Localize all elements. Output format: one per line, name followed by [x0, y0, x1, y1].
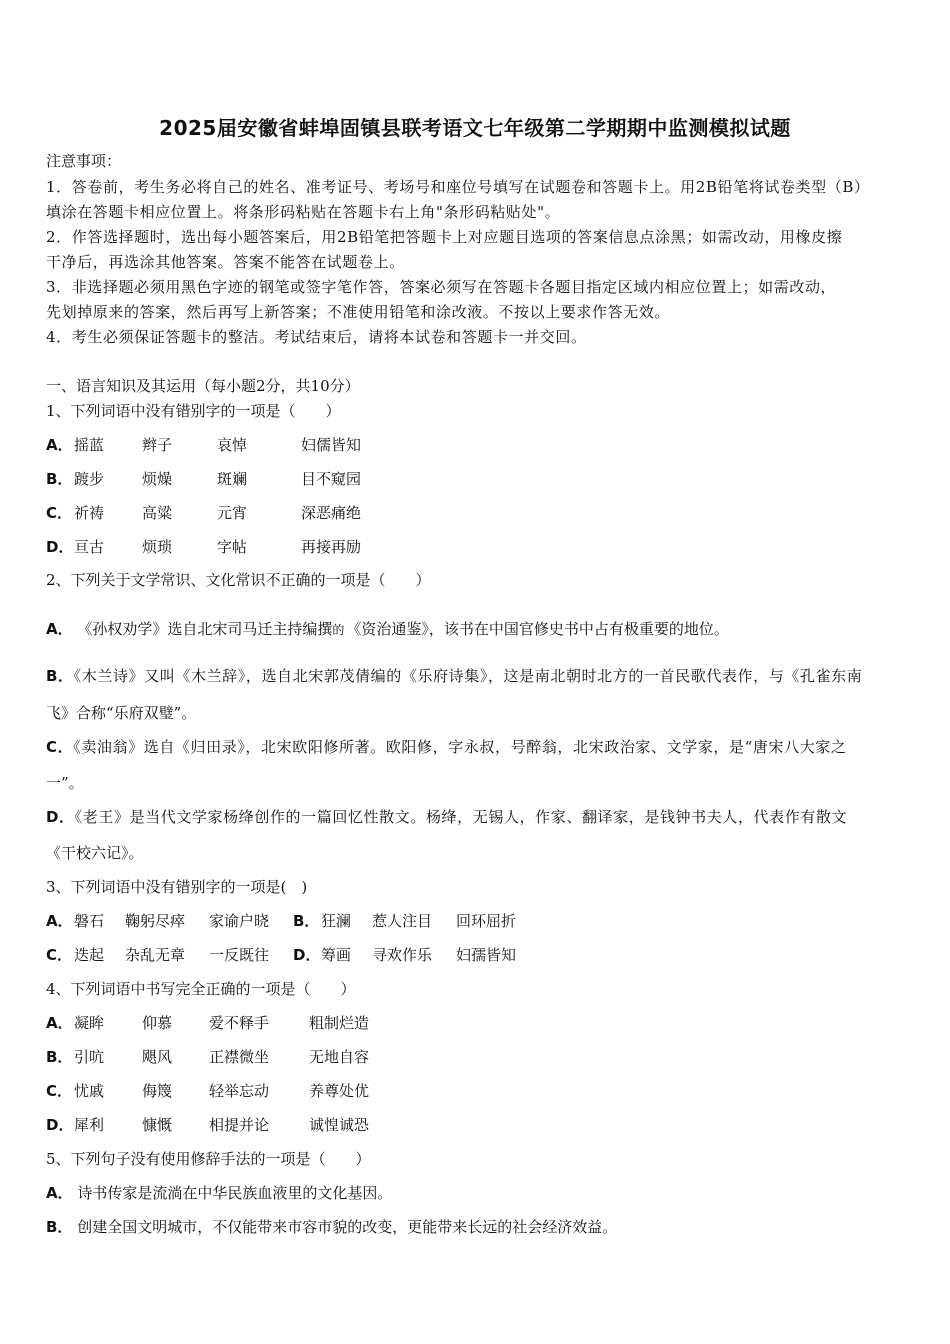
notice-line-5: 3．非选择题必须用黑色字迹的钢笔或签字笔作答，答案必须写在答题卡各题目指定区域内相应位置上；如需改动，	[46, 278, 837, 296]
option-word: 狂澜	[321, 912, 352, 930]
option-word: 踱步	[74, 470, 105, 488]
notice-line-2: 填涂在答题卡相应位置上。将条形码粘贴在答题卡右上角"条形码粘贴处"。	[46, 203, 561, 221]
option-text: 《木兰诗》又叫《木兰辞》，选自北宋郭茂倩编的《乐府诗集》，这是南北朝时北方的一首民歌代表作，与《孔雀东南	[73, 667, 863, 685]
question-5-option-b	[46, 1217, 617, 1237]
option-word: 筹画	[321, 946, 352, 964]
option-word: 摇蓝	[74, 436, 105, 454]
question-3-row-1	[46, 911, 516, 931]
question-2-option-a	[46, 619, 729, 639]
option-label: C．	[46, 504, 73, 522]
question-1-option-d	[46, 537, 361, 557]
option-text: 《资治通鉴》，该书在中国官修史书中占有极重要的地位。	[346, 620, 729, 638]
question-4-option-c	[46, 1081, 369, 1101]
question-2-option-c-cont: 一”。	[46, 774, 84, 792]
option-word: 高粱	[142, 504, 173, 522]
option-word: 深恶痛绝	[301, 504, 362, 522]
question-4-stem: 4、下列词语中书写完全正确的一项是（ ）	[46, 980, 356, 998]
question-1-option-b	[46, 469, 361, 489]
option-word: 磐石	[74, 912, 105, 930]
option-word: 家谕户晓	[209, 912, 270, 930]
option-word: 妇儒皆知	[301, 436, 362, 454]
option-word: 字帖	[217, 538, 248, 556]
option-label: D．	[46, 808, 75, 826]
option-word: 凝眸	[74, 1014, 105, 1032]
option-word: 惹人注目	[372, 912, 433, 930]
notice-line-4: 干净后，再选涂其他答案。答案不能答在试题卷上。	[46, 253, 405, 271]
option-label: A．	[46, 1184, 73, 1202]
option-label: A．	[46, 1014, 73, 1032]
option-text: 诗书传家是流淌在中华民族血液里的文化基因。	[77, 1184, 393, 1202]
option-word: 杂乱无章	[125, 946, 186, 964]
question-3-stem: 3、下列词语中没有错别字的一项是( )	[46, 878, 308, 896]
option-word: 诚惶诚恐	[309, 1116, 370, 1134]
question-1-option-c	[46, 503, 361, 523]
option-label: D．	[46, 1116, 74, 1134]
option-word: 忧戚	[74, 1082, 105, 1100]
option-word: 烦燥	[142, 470, 173, 488]
question-4-option-b	[46, 1047, 369, 1067]
option-label: B．	[46, 1048, 73, 1066]
option-label: D．	[293, 946, 321, 964]
question-1-option-a	[46, 435, 361, 455]
question-4-option-d	[46, 1115, 369, 1135]
option-word: 元宵	[217, 504, 248, 522]
option-word: 辫子	[142, 436, 173, 454]
option-text: 《老王》是当代文学家杨绛创作的一篇回忆性散文。杨绛，无锡人，作家、翻译家，是钱钟书夫人，代表作有散文	[74, 808, 848, 826]
option-word: 迭起	[74, 946, 105, 964]
option-label: A．	[46, 620, 73, 638]
option-word: 养尊处优	[309, 1082, 370, 1100]
option-word: 轻举忘动	[209, 1082, 270, 1100]
option-word: 目不窥园	[301, 470, 362, 488]
option-text: 《卖油翁》选自《归田录》，北宋欧阳修所著。欧阳修，字永叔，号醉翁，北宋政治家、文学家，是“唐宋八大家之	[73, 738, 847, 756]
option-word: 仰慕	[142, 1014, 173, 1032]
option-word: 侮篾	[142, 1082, 173, 1100]
option-word: 慷慨	[142, 1116, 173, 1134]
question-3-row-2	[46, 945, 516, 965]
option-word: 斑斓	[217, 470, 248, 488]
option-label: B．	[46, 667, 74, 685]
option-label: D．	[46, 538, 74, 556]
option-superscript: 的	[332, 623, 345, 637]
section-heading: 一、语言知识及其运用（每小题2分，共10分）	[46, 377, 360, 395]
option-text: 创建全国文明城市，不仅能带来市容市貌的改变，更能带来长远的社会经济效益。	[77, 1218, 618, 1236]
option-word: 哀悼	[217, 436, 248, 454]
option-text: 《孙权劝学》选自北宋司马迁主持编撰	[77, 620, 333, 638]
question-2-option-b-cont: 飞》合称“乐府双璧”。	[46, 704, 197, 722]
question-2-option-d-cont: 《干校六记》。	[46, 844, 144, 862]
option-word: 正襟微坐	[209, 1048, 270, 1066]
option-label: C．	[46, 946, 73, 964]
question-2-stem: 2、下列关于文学常识、文化常识不正确的一项是（ ）	[46, 571, 431, 589]
question-5-stem: 5、下列句子没有使用修辞手法的一项是（ ）	[46, 1150, 371, 1168]
option-word: 飓风	[142, 1048, 173, 1066]
option-word: 祈祷	[74, 504, 105, 522]
option-word: 相提并论	[209, 1116, 270, 1134]
notice-line-3: 2．作答选择题时，选出每小题答案后，用2B铅笔把答题卡上对应题目选项的答案信息点涂黑；如需改动，用橡皮擦	[46, 228, 843, 246]
notice-line-6: 先划掉原来的答案，然后再写上新答案；不准使用铅笔和涂改液。不按以上要求作答无效。	[46, 303, 671, 321]
option-label: A．	[46, 912, 73, 930]
notice-heading: 注意事项：	[46, 152, 122, 170]
option-label: A．	[46, 436, 73, 454]
option-word: 引吭	[74, 1048, 105, 1066]
question-1-stem: 1、下列词语中没有错别字的一项是（ ）	[46, 402, 341, 420]
question-4-option-a	[46, 1013, 369, 1033]
notice-line-7: 4．考生必须保证答题卡的整洁。考试结束后，请将本试卷和答题卡一并交回。	[46, 328, 587, 346]
option-word: 亘古	[74, 538, 105, 556]
option-word: 鞠躬尽瘁	[125, 912, 186, 930]
question-5-option-a	[46, 1183, 392, 1203]
option-word: 寻欢作乐	[372, 946, 433, 964]
notice-line-1: 1．答卷前，考生务必将自己的姓名、准考证号、考场号和座位号填写在试题卷和答题卡上。用2B铅笔将试卷类型（B）	[46, 178, 870, 196]
option-label: B．	[46, 1218, 73, 1236]
option-word: 粗制烂造	[309, 1014, 370, 1032]
option-label: C．	[46, 738, 74, 756]
question-2-option-c	[46, 737, 847, 757]
option-word: 回环屈折	[456, 912, 517, 930]
option-word: 再接再励	[301, 538, 362, 556]
option-label: B．	[293, 912, 320, 930]
option-word: 犀利	[74, 1116, 105, 1134]
option-word: 无地自容	[309, 1048, 370, 1066]
option-word: 一反既往	[209, 946, 270, 964]
option-word: 烦琐	[142, 538, 173, 556]
question-2-option-b	[46, 666, 862, 686]
option-word: 妇孺皆知	[456, 946, 517, 964]
page-title: 2025届安徽省蚌埠固镇县联考语文七年级第二学期期中监测模拟试题	[159, 116, 791, 140]
option-word: 爱不释手	[209, 1014, 270, 1032]
question-2-option-d	[46, 807, 847, 827]
option-label: B．	[46, 470, 73, 488]
option-label: C．	[46, 1082, 73, 1100]
